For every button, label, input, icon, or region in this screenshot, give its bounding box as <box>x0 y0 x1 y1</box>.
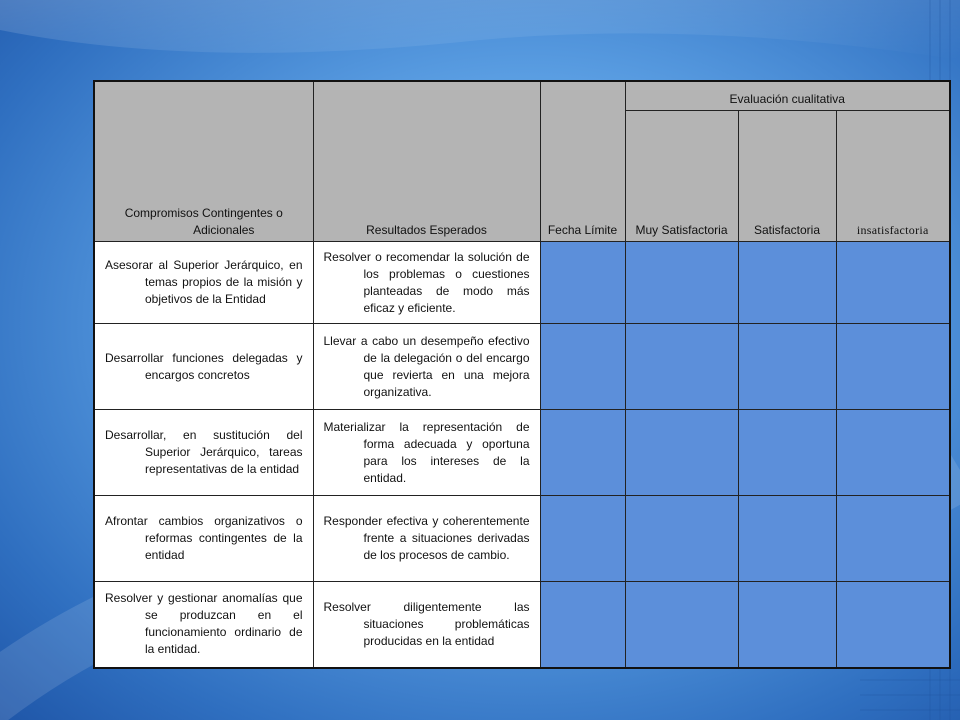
insatisfactoria-cell[interactable] <box>836 410 950 496</box>
satisfactoria-cell[interactable] <box>738 242 836 324</box>
resultado-cell: Resolver o recomendar la solución de los problemas o cuestiones planteadas de modo más eficaz y eficiente. <box>313 242 540 324</box>
compromiso-cell: Desarrollar funciones delegadas y encargos concretos <box>94 324 313 410</box>
resultado-cell: Materializar la representación de forma adecuada y oportuna para los intereses de la entidad. <box>313 410 540 496</box>
header-muy-satisfactoria: Muy Satisfactoria <box>625 111 738 242</box>
compromiso-cell: Resolver y gestionar anomalías que se produzcan en el funcionamiento ordinario de la entidad. <box>94 582 313 668</box>
fecha-cell[interactable] <box>540 242 625 324</box>
insatisfactoria-cell[interactable] <box>836 496 950 582</box>
satisfactoria-cell[interactable] <box>738 324 836 410</box>
header-fecha-limite: Fecha Límite <box>540 81 625 242</box>
muy-satisfactoria-cell[interactable] <box>625 582 738 668</box>
fecha-cell[interactable] <box>540 410 625 496</box>
compromiso-cell: Afrontar cambios organizativos o reformas contingentes de la entidad <box>94 496 313 582</box>
fecha-cell[interactable] <box>540 496 625 582</box>
satisfactoria-cell[interactable] <box>738 496 836 582</box>
fecha-cell[interactable] <box>540 582 625 668</box>
resultado-cell: Llevar a cabo un desempeño efectivo de la delegación o del encargo que revierta en una mejora organizativa. <box>313 324 540 410</box>
header-compromisos: Compromisos Contingentes o Adicionales <box>94 81 313 242</box>
header-resultados: Resultados Esperados <box>313 81 540 242</box>
table-row <box>94 582 950 668</box>
table-row <box>94 324 950 410</box>
muy-satisfactoria-cell[interactable] <box>625 242 738 324</box>
muy-satisfactoria-cell[interactable] <box>625 496 738 582</box>
compromiso-cell: Asesorar al Superior Jerárquico, en temas propios de la misión y objetivos de la Entidad <box>94 242 313 324</box>
insatisfactoria-cell[interactable] <box>836 582 950 668</box>
header-insatisfactoria: insatisfactoria <box>836 111 950 242</box>
insatisfactoria-cell[interactable] <box>836 324 950 410</box>
compromiso-cell: Desarrollar, en sustitución del Superior Jerárquico, tareas representativas de la entidad <box>94 410 313 496</box>
muy-satisfactoria-cell[interactable] <box>625 324 738 410</box>
table-row <box>94 496 950 582</box>
table-row <box>94 410 950 496</box>
satisfactoria-cell[interactable] <box>738 582 836 668</box>
header-satisfactoria: Satisfactoria <box>738 111 836 242</box>
muy-satisfactoria-cell[interactable] <box>625 410 738 496</box>
header-evaluacion-cualitativa: Evaluación cualitativa <box>625 81 950 111</box>
table-row <box>94 242 950 324</box>
fecha-cell[interactable] <box>540 324 625 410</box>
satisfactoria-cell[interactable] <box>738 410 836 496</box>
insatisfactoria-cell[interactable] <box>836 242 950 324</box>
resultado-cell: Responder efectiva y coherentemente frente a situaciones derivadas de los procesos de cambio. <box>313 496 540 582</box>
resultado-cell: Resolver diligentemente las situaciones problemáticas producidas en la entidad <box>313 582 540 668</box>
evaluation-table <box>93 80 951 669</box>
